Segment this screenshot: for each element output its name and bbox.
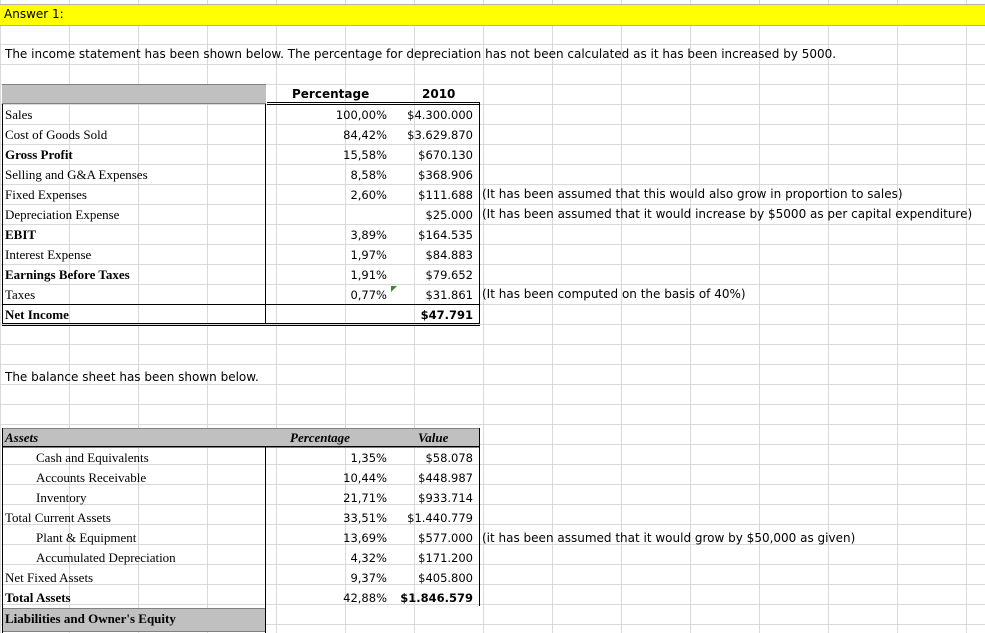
answer-banner	[0, 4, 985, 26]
income-row-label: Sales	[5, 107, 33, 122]
income-table-left-border	[2, 104, 3, 324]
income-row-value: $4.300.000	[407, 108, 473, 122]
balance-row-value: $171.200	[418, 551, 473, 565]
balance-row-value: $1.846.579	[400, 591, 473, 605]
balance-col-percentage: Percentage	[290, 430, 350, 445]
income-row-value: $368.906	[418, 168, 473, 182]
balance-row-pct: 4,32%	[350, 551, 387, 565]
balance-row-label: Accounts Receivable	[36, 470, 147, 485]
income-row-value: $25.000	[425, 208, 473, 222]
income-row-value: $111.688	[418, 188, 473, 202]
income-row-label: Interest Expense	[5, 247, 92, 262]
income-row-note: (It has been assumed that this would also grow in proportion to sales)	[482, 187, 903, 201]
income-row-label: Fixed Expenses	[5, 187, 87, 202]
balance-col-assets: Assets	[5, 430, 39, 445]
income-table-divider	[265, 104, 266, 324]
income-row-value: $79.652	[425, 268, 473, 282]
balance-row-value: $933.714	[418, 491, 473, 505]
income-header-bar	[2, 84, 266, 104]
cell-error-indicator-icon	[391, 286, 397, 292]
balance-row-value: $405.800	[418, 571, 473, 585]
liabilities-header: Liabilities and Owner's Equity	[5, 611, 176, 626]
balance-col-value: Value	[418, 430, 449, 445]
income-row-pct: 100,00%	[335, 108, 387, 122]
income-row-value: $31.861	[425, 288, 473, 302]
balance-row-value: $58.078	[425, 451, 473, 465]
income-row-pct: 1,91%	[350, 268, 387, 282]
income-row-label: Net Income	[5, 307, 69, 322]
balance-row-pct: 21,71%	[343, 491, 387, 505]
income-row-note: (It has been computed on the basis of 40%)	[482, 287, 746, 301]
balance-header-bar	[2, 428, 480, 448]
net-income-top-border	[2, 304, 480, 305]
balance-row-pct: 10,44%	[343, 471, 387, 485]
balance-intro-text: The balance sheet has been shown below.	[5, 370, 259, 384]
net-income-bottom-border	[2, 323, 480, 326]
income-row-label: Earnings Before Taxes	[5, 267, 130, 282]
income-table-right-border	[479, 102, 480, 324]
income-row-label: Selling and G&A Expenses	[5, 167, 148, 182]
balance-header-underline	[2, 446, 480, 447]
income-row-pct: 1,97%	[350, 248, 387, 262]
income-row-pct: 15,58%	[343, 148, 387, 162]
income-col-percentage: Percentage	[292, 87, 370, 101]
income-row-value: $84.883	[425, 248, 473, 262]
balance-row-pct: 13,69%	[343, 531, 387, 545]
income-row-value: $164.535	[418, 228, 473, 242]
answer-label: Answer 1:	[4, 7, 64, 21]
income-row-label: Cost of Goods Sold	[5, 127, 108, 142]
income-row-value: $47.791	[420, 308, 473, 322]
balance-row-pct: 42,88%	[343, 591, 387, 605]
income-intro-text: The income statement has been shown below. The percentage for depreciation has not been calculated as it has been increased by 5000.	[5, 47, 837, 61]
balance-row-value: $1.440.779	[407, 511, 473, 525]
balance-row-label: Accumulated Depreciation	[36, 550, 176, 565]
income-row-value: $670.130	[418, 148, 473, 162]
income-row-label: EBIT	[5, 227, 37, 242]
income-row-label: Depreciation Expense	[5, 207, 120, 222]
balance-row-pct: 9,37%	[350, 571, 387, 585]
income-header-underline	[267, 102, 480, 105]
balance-table-right-border	[479, 428, 480, 606]
balance-row-label: Cash and Equivalents	[36, 450, 149, 465]
balance-table-left-border	[2, 428, 3, 633]
balance-row-label: Total Current Assets	[5, 510, 111, 525]
income-row-pct: 3,89%	[350, 228, 387, 242]
income-col-year: 2010	[422, 87, 456, 101]
balance-row-pct: 1,35%	[350, 451, 387, 465]
income-row-label: Taxes	[5, 287, 36, 302]
balance-row-value: $577.000	[418, 531, 473, 545]
balance-row-note: (it has been assumed that it would grow by $50,000 as given)	[482, 531, 856, 545]
balance-row-label: Net Fixed Assets	[5, 570, 94, 585]
income-row-note: (It has been assumed that it would increase by $5000 as per capital expenditure)	[482, 207, 973, 221]
balance-row-pct: 33,51%	[343, 511, 387, 525]
balance-row-label: Total Assets	[5, 590, 71, 605]
income-row-value: $3.629.870	[407, 128, 473, 142]
balance-row-label: Inventory	[36, 490, 87, 505]
income-row-pct: 84,42%	[343, 128, 387, 142]
balance-table-divider	[265, 446, 266, 633]
income-row-pct: 0,77%	[350, 288, 387, 302]
income-row-label: Gross Profit	[5, 147, 73, 162]
balance-row-value: $448.987	[418, 471, 473, 485]
balance-row-label: Plant & Equipment	[36, 530, 137, 545]
income-row-pct: 2,60%	[350, 188, 387, 202]
income-row-pct: 8,58%	[350, 168, 387, 182]
